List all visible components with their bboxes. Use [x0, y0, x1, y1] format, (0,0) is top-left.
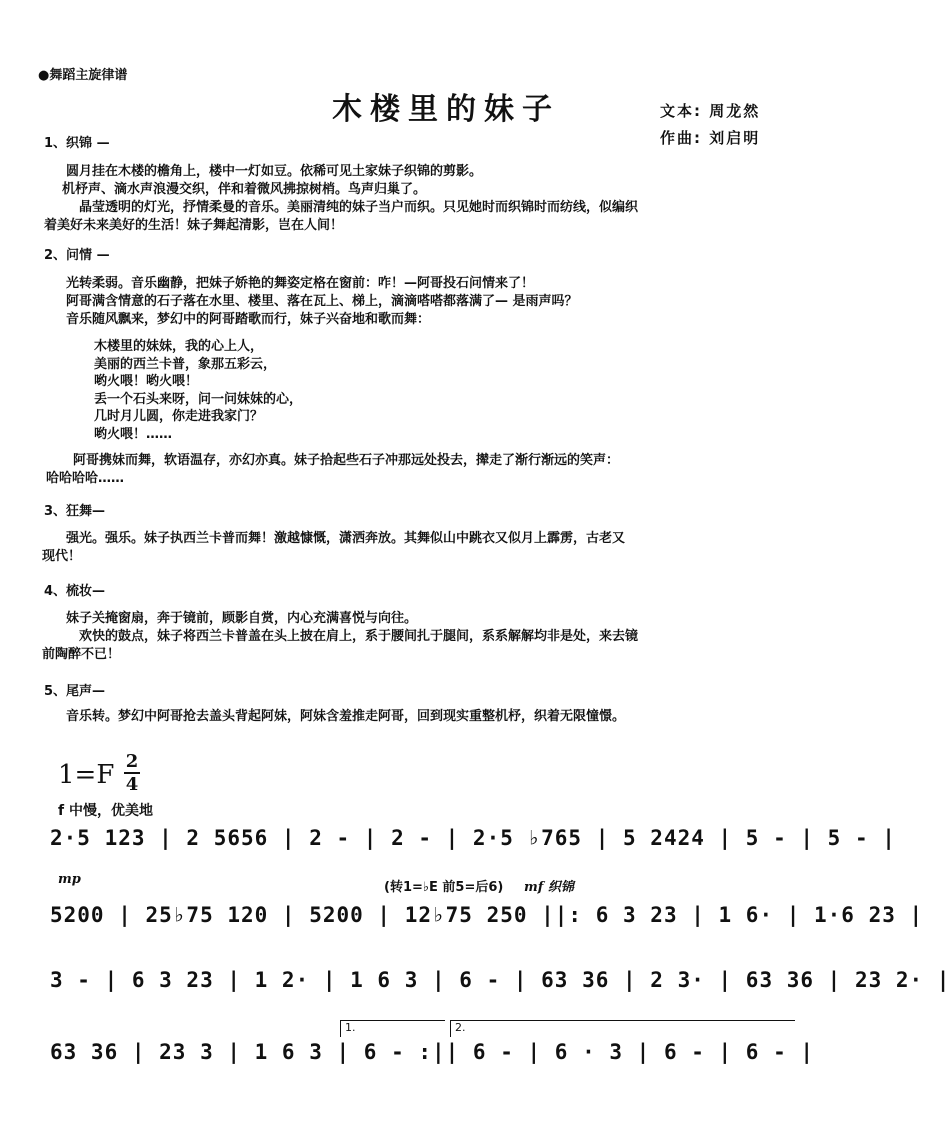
- text-line: 妹子关掩窗扇，奔于镜前，顾影自赏，内心充满喜悦与向往。: [66, 611, 418, 626]
- lyric-line: 哟火喂！哟火喂！: [94, 374, 199, 389]
- text-line: 圆月挂在木楼的檐角上，楼中一灯如豆。依稀可见土家妹子织锦的剪影。: [66, 164, 483, 179]
- text-line: 阿哥满含情意的石子落在水里、楼里、落在瓦上、梯上，滴滴嗒嗒都落满了— 是雨声吗？: [66, 294, 578, 309]
- song-lyrics: [94, 338, 302, 443]
- text-line: 现代！: [42, 549, 82, 564]
- section-text: [46, 452, 800, 488]
- section-heading: 5、尾声—: [44, 684, 106, 699]
- volta-2: 2.: [450, 1020, 795, 1037]
- lyric-line: 美丽的西兰卡普，象那五彩云，: [94, 356, 277, 372]
- lyric-line: 几时月儿圆，你走进我家门？: [94, 409, 264, 424]
- lyric-line: 丢一个石头来呀，问一问妹妹的心，: [94, 391, 303, 407]
- lyric-line: 哟火喂！……: [94, 426, 173, 442]
- composer-credit: 作曲: 刘启明: [660, 129, 761, 147]
- section-heading: 4、梳妆—: [44, 584, 106, 599]
- section-heading: 1、织锦 —: [44, 136, 110, 151]
- time-signature: [124, 752, 140, 794]
- text-line: 音乐转。梦幻中阿哥抢去盖头背起阿妹，阿妹含羞推走阿哥，回到现实重整机杼，织着无限憧憬。: [66, 709, 626, 724]
- page-title: 木楼里的妹子: [332, 92, 560, 127]
- text-line: 机杼声、滴水声浪漫交织，伴和着微风拂掠树梢。鸟声归巢了。: [62, 182, 427, 197]
- time-top: 2: [125, 751, 139, 772]
- text-line: 前陶醉不已！: [42, 647, 121, 662]
- score-row: 63 36 | 23 3 | 1 6 3 | 6 - :|| 6 - | 6 · 3 | 6 - | 6 - |: [50, 1040, 815, 1064]
- section-text: [66, 708, 806, 726]
- section-text: [44, 163, 806, 235]
- score-row: 3 - | 6 3 23 | 1 2· | 1 6 3 | 6 - | 63 36 | 2 3· | 63 36 | 23 2· |: [50, 968, 950, 992]
- text-line: 音乐随风飘来，梦幻中的阿哥踏歌而行，妹子兴奋地和歌而舞：: [66, 312, 431, 327]
- score-type-label: ●舞蹈主旋律谱: [38, 68, 128, 83]
- score-row: 5200 | 25♭75 120 | 5200 | 12♭75 250 ||: 6 3 23 | 1 6· | 1·6 23 |: [50, 903, 924, 927]
- dynamic-mp: mp: [58, 872, 81, 887]
- text-line: 欢快的鼓点，妹子将西兰卡普盖在头上披在肩上，系于腰间扎于腿间，系系解解均非是处，来去镜: [66, 629, 639, 644]
- time-bottom: 4: [125, 774, 139, 795]
- text-line: 晶莹透明的灯光，抒情柔曼的音乐。美丽清纯的妹子当户而织。只见她时而织锦时而纺线，似编织: [66, 200, 639, 215]
- section-text: [42, 530, 806, 566]
- text-line: 光转柔弱。音乐幽静，把妹子娇艳的舞姿定格在窗前：咋！—阿哥投石问情来了！: [66, 276, 535, 291]
- section-heading: 2、问情 —: [44, 248, 110, 263]
- modulation-note: (转1=♭E 前5=后6): [384, 880, 504, 895]
- score-row: 2·5 123 | 2 5656 | 2 - | 2 - | 2·5 ♭765 | 5 2424 | 5 - | 5 - |: [50, 826, 896, 850]
- key-signature: 1=F: [58, 760, 115, 790]
- text-line: 强光。强乐。妹子执西兰卡普而舞！激越慷慨，潇洒奔放。其舞似山中跳衣又似月上霹雳，古老又: [66, 531, 626, 546]
- section-text: [66, 275, 806, 329]
- text-line: 着美好未来美好的生活！妹子舞起清影，岂在人间！: [44, 218, 344, 233]
- dynamic-mf: mf 织锦: [524, 880, 574, 895]
- text-line: 哈哈哈哈……: [46, 471, 125, 486]
- tempo-marking: f 中慢，优美地: [58, 803, 153, 819]
- section-text: [42, 610, 806, 664]
- text-line: 阿哥携妹而舞，软语温存，亦幻亦真。妹子拾起些石子冲那远处投去，撵走了渐行渐远的笑声：: [60, 453, 620, 468]
- lyric-line: 木楼里的妹妹，我的心上人，: [94, 339, 264, 354]
- section-heading: 3、狂舞—: [44, 504, 106, 519]
- volta-1: 1.: [340, 1020, 445, 1037]
- lyricist-credit: 文本: 周龙然: [660, 102, 761, 120]
